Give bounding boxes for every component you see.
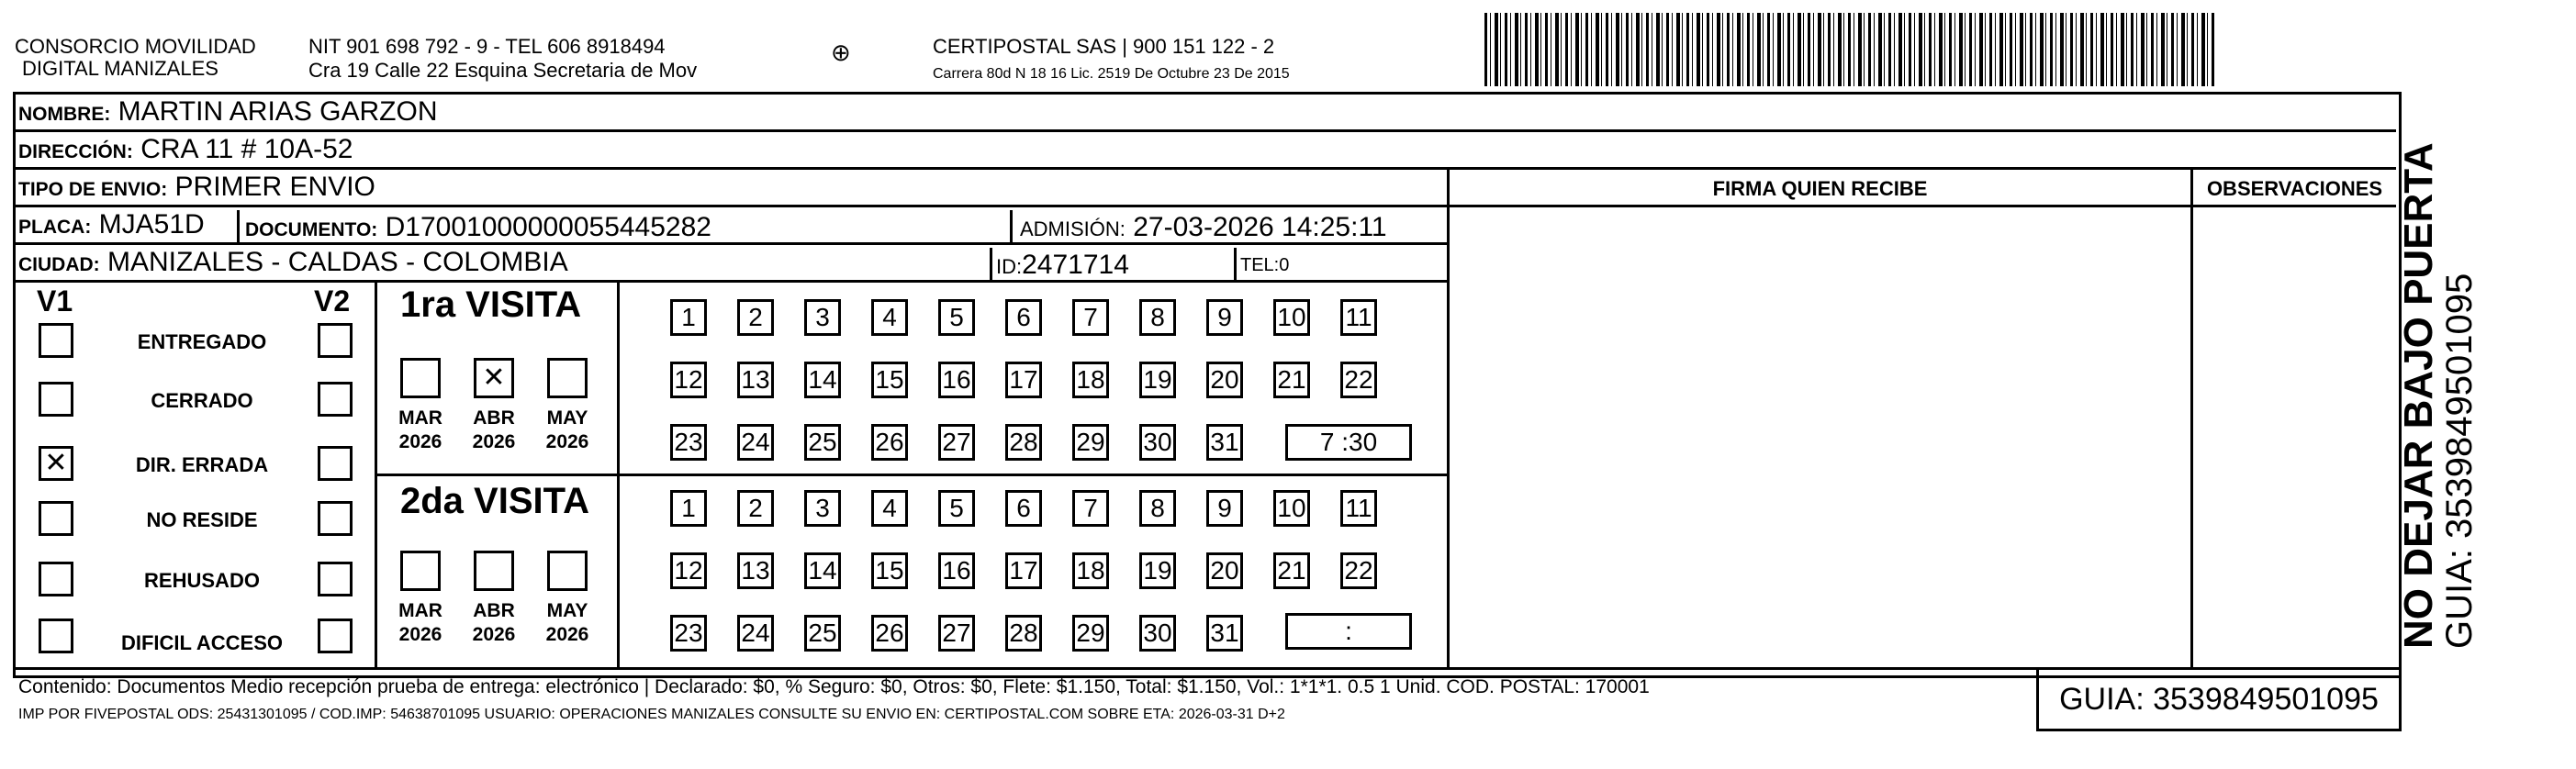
day-box[interactable]: 10	[1273, 490, 1310, 527]
day-box[interactable]: 5	[938, 299, 975, 336]
status-label-rehusado: REHUSADO	[144, 569, 260, 592]
day-box[interactable]: 25	[804, 424, 841, 461]
visit1-month-label: ABR	[473, 407, 515, 429]
id-label: ID:	[996, 255, 1023, 278]
v2-no-reside-checkbox[interactable]	[318, 501, 353, 536]
day-box[interactable]: 6	[1005, 490, 1042, 527]
side-text	[2398, 142, 2479, 649]
day-box[interactable]: 11	[1340, 490, 1377, 527]
visit2-year-label: 2026	[472, 624, 516, 645]
day-box[interactable]: 5	[938, 490, 975, 527]
observations-divider	[2190, 170, 2193, 670]
months-divider	[617, 283, 620, 670]
courier-logo-icon: ⊕	[831, 39, 851, 66]
visit2-month-label: MAY	[546, 600, 588, 621]
id-value: 2471714	[1022, 250, 1129, 280]
visit1-month-abr-checkbox[interactable]	[474, 358, 514, 398]
visit2-month-abr-checkbox[interactable]	[474, 551, 514, 591]
direccion-label: DIRECCIÓN:	[18, 141, 133, 162]
visit1-month-may-checkbox[interactable]	[547, 358, 588, 398]
visit2-year-label: 2026	[398, 624, 442, 645]
barcode	[1484, 13, 2216, 86]
no-dejar-warning: NO DEJAR BAJO PUERTA	[2396, 142, 2441, 649]
ciudad-label: CIUDAD:	[18, 254, 100, 275]
day-box[interactable]: 28	[1005, 615, 1042, 652]
day-box[interactable]: 26	[871, 424, 908, 461]
day-box[interactable]: 16	[938, 552, 975, 589]
day-box[interactable]: 3	[804, 490, 841, 527]
day-box[interactable]: 7	[1072, 490, 1109, 527]
v1-entregado-checkbox[interactable]	[39, 323, 73, 358]
day-box[interactable]: 24	[737, 424, 774, 461]
day-box[interactable]: 6	[1005, 299, 1042, 336]
v2-cerrado-checkbox[interactable]	[318, 382, 353, 417]
visit1-month-mar-checkbox[interactable]	[400, 358, 441, 398]
ciudad-row	[13, 245, 1447, 283]
documento-cell	[237, 210, 711, 243]
day-box[interactable]: 27	[938, 424, 975, 461]
day-box[interactable]: 24	[737, 615, 774, 652]
footer-guia: GUIA: 3539849501095	[2036, 670, 2402, 731]
status-label-dificil-acceso: DIFICIL ACCESO	[120, 631, 283, 654]
visit1-month-label: MAR	[398, 407, 442, 429]
day-box[interactable]: 10	[1273, 299, 1310, 336]
status-label-dir-errada: DIR. ERRADA	[135, 453, 269, 476]
visit2-month-mar-checkbox[interactable]	[400, 551, 441, 591]
tel-cell	[1234, 248, 1289, 281]
status-label-cerrado: CERRADO	[151, 389, 253, 412]
day-box[interactable]: 15	[871, 362, 908, 398]
x-mark-icon: ✕	[44, 448, 68, 478]
day-box[interactable]: 22	[1340, 362, 1377, 398]
day-box[interactable]: 2	[737, 490, 774, 527]
admision-cell	[1010, 210, 1387, 243]
nombre-value: MARTIN ARIAS GARZON	[118, 96, 438, 127]
day-box[interactable]: 9	[1206, 299, 1243, 336]
visit1-time-field[interactable]: 7 :30	[1285, 424, 1412, 461]
visit2-title: 2da VISITA	[400, 481, 589, 521]
company-address: Cra 19 Calle 22 Esquina Secretaria de Mov	[308, 59, 698, 82]
signature-divider	[1447, 170, 1450, 670]
day-box[interactable]: 18	[1072, 362, 1109, 398]
footer-imp: IMP POR FIVEPOSTAL ODS: 25431301095 / COD.IMP: 54638701095 USUARIO: OPERACIONES MANIZALES CONSULTE SU ENVIO EN: CERTIPOSTAL.COM SOBRE ETA: 2026-03-31 D+2	[18, 707, 1285, 722]
ciudad-value: MANIZALES - CALDAS - COLOMBIA	[107, 247, 568, 277]
visit2-time-field[interactable]: :	[1285, 613, 1412, 650]
firma-header: FIRMA QUIEN RECIBE	[1712, 177, 1928, 200]
v1-rehusado-checkbox[interactable]	[39, 562, 73, 596]
status-label-no-reside: NO RESIDE	[146, 508, 258, 531]
v1-cerrado-checkbox[interactable]	[39, 382, 73, 417]
tipo-row	[13, 170, 1447, 207]
company-nit: NIT 901 698 792 - 9 - TEL 606 8918494	[308, 35, 666, 58]
id-cell	[990, 248, 1129, 281]
day-box[interactable]: 31	[1206, 424, 1243, 461]
v2-dir-errada-checkbox[interactable]	[318, 446, 353, 481]
day-box[interactable]: 1	[670, 299, 707, 336]
v2-dificil-acceso-checkbox[interactable]	[318, 619, 353, 653]
v1-header: V1	[37, 284, 73, 318]
day-box[interactable]: 17	[1005, 552, 1042, 589]
visit2-month-label: MAR	[398, 600, 442, 621]
day-box[interactable]: 29	[1072, 615, 1109, 652]
day-box[interactable]: 26	[871, 615, 908, 652]
visit-divider	[375, 474, 1447, 476]
visit2-month-may-checkbox[interactable]	[547, 551, 588, 591]
day-box[interactable]: 13	[737, 362, 774, 398]
visit2-year-label: 2026	[545, 624, 589, 645]
status-label-entregado: ENTREGADO	[137, 330, 267, 353]
day-box[interactable]: 20	[1206, 362, 1243, 398]
day-box[interactable]: 4	[871, 490, 908, 527]
day-box[interactable]: 20	[1206, 552, 1243, 589]
day-box[interactable]: 8	[1139, 299, 1176, 336]
x-mark-icon: ✕	[482, 362, 506, 393]
day-box[interactable]: 23	[670, 615, 707, 652]
v2-header: V2	[314, 284, 351, 318]
day-box[interactable]: 16	[938, 362, 975, 398]
day-box[interactable]: 4	[871, 299, 908, 336]
day-box[interactable]: 25	[804, 615, 841, 652]
day-box[interactable]: 19	[1139, 552, 1176, 589]
admision-value: 27-03-2026 14:25:11	[1133, 212, 1387, 242]
direccion-value: CRA 11 # 10A-52	[140, 134, 353, 164]
day-box[interactable]: 29	[1072, 424, 1109, 461]
day-box[interactable]: 23	[670, 424, 707, 461]
tipo-label: TIPO DE ENVIO:	[18, 179, 168, 200]
company-name-line2: DIGITAL MANIZALES	[22, 57, 218, 80]
admision-label: ADMISIÓN:	[1020, 217, 1126, 240]
v1-dificil-acceso-checkbox[interactable]	[39, 619, 73, 653]
placa-value: MJA51D	[98, 209, 205, 240]
tel-label: TEL:	[1240, 255, 1280, 275]
day-box[interactable]: 15	[871, 552, 908, 589]
nombre-row	[13, 95, 2396, 132]
day-box[interactable]: 7	[1072, 299, 1109, 336]
day-box[interactable]: 27	[938, 615, 975, 652]
day-box[interactable]: 21	[1273, 552, 1310, 589]
side-guia: GUIA: 3539849501095	[2439, 273, 2480, 649]
day-box[interactable]: 14	[804, 552, 841, 589]
courier-name: CERTIPOSTAL SAS | 900 151 122 - 2	[933, 35, 1275, 58]
v2-rehusado-checkbox[interactable]	[318, 562, 353, 596]
day-box[interactable]: 2	[737, 299, 774, 336]
visit1-title: 1ra VISITA	[400, 284, 582, 325]
day-box[interactable]: 3	[804, 299, 841, 336]
visit1-month-label: MAY	[546, 407, 588, 429]
company-name-line1: CONSORCIO MOVILIDAD	[15, 35, 256, 58]
day-box[interactable]: 13	[737, 552, 774, 589]
visit2-month-label: ABR	[473, 600, 515, 621]
day-box[interactable]: 30	[1139, 424, 1176, 461]
day-box[interactable]: 1	[670, 490, 707, 527]
day-box[interactable]: 17	[1005, 362, 1042, 398]
day-box[interactable]: 21	[1273, 362, 1310, 398]
day-box[interactable]: 19	[1139, 362, 1176, 398]
placa-label: PLACA:	[18, 217, 92, 238]
v1-dir-errada-checkbox[interactable]	[39, 446, 73, 481]
visit1-year-label: 2026	[472, 431, 516, 452]
day-box[interactable]: 9	[1206, 490, 1243, 527]
day-box[interactable]: 22	[1340, 552, 1377, 589]
day-box[interactable]: 30	[1139, 615, 1176, 652]
tipo-value: PRIMER ENVIO	[174, 172, 375, 202]
day-box[interactable]: 8	[1139, 490, 1176, 527]
tel-value: 0	[1279, 255, 1290, 275]
courier-address: Carrera 80d N 18 16 Lic. 2519 De Octubre 23 De 2015	[933, 66, 1290, 82]
visit1-year-label: 2026	[545, 431, 589, 452]
footer-contenido: Contenido: Documentos Medio recepción prueba de entrega: electrónico | Declarado: $0, % Seguro: $0, Otros: $0, Flete: $1.150, Total: $1.150, Vol.: 1*1*1. 0.5 1 Unid. COD. POSTAL: 170001	[18, 676, 1650, 697]
documento-label: DOCUMENTO:	[245, 219, 378, 240]
day-box[interactable]: 12	[670, 362, 707, 398]
v1-no-reside-checkbox[interactable]	[39, 501, 73, 536]
v2-entregado-checkbox[interactable]	[318, 323, 353, 358]
day-box[interactable]: 28	[1005, 424, 1042, 461]
visit1-year-label: 2026	[398, 431, 442, 452]
day-box[interactable]: 31	[1206, 615, 1243, 652]
day-box[interactable]: 18	[1072, 552, 1109, 589]
day-box[interactable]: 12	[670, 552, 707, 589]
status-divider	[375, 283, 377, 670]
day-box[interactable]: 11	[1340, 299, 1377, 336]
observaciones-header: OBSERVACIONES	[2206, 177, 2383, 200]
nombre-label: NOMBRE:	[18, 104, 111, 125]
direccion-row	[13, 132, 2396, 170]
documento-value: D17001000000055445282	[385, 212, 711, 242]
day-box[interactable]: 14	[804, 362, 841, 398]
